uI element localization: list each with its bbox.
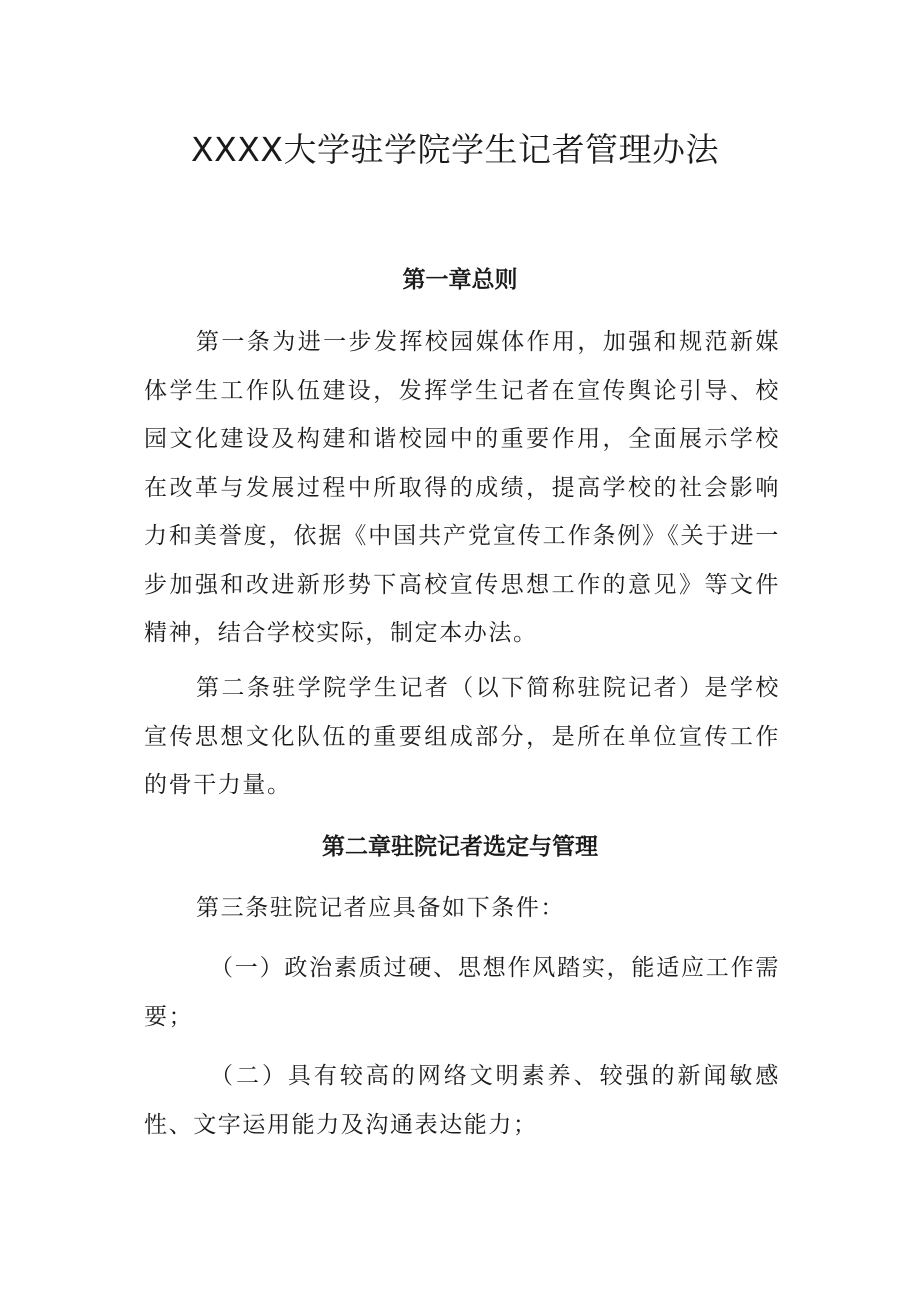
document-title: XXXX大学驻学院学生记者管理办法 (191, 130, 719, 169)
chapter-1-heading: 第一章总则 (402, 267, 518, 293)
article-2-paragraph: 第二条驻学院学生记者（以下简称驻院记者）是学校宣传思想文化队伍的重要组成部分，是所在单位宣传工作的骨干力量。 (144, 675, 780, 798)
article-3-paragraph: 第三条驻院记者应具备如下条件： (196, 895, 565, 921)
condition-item-2: （二）具有较高的网络文明素养、较强的新闻敏感性、文字运用能力及沟通表达能力； (144, 1063, 780, 1138)
chapter-2-heading: 第二章驻院记者选定与管理 (322, 834, 598, 860)
article-1-paragraph: 第一条为进一步发挥校园媒体作用，加强和规范新媒体学生工作队伍建设，发挥学生记者在宣传舆论引导、校园文化建设及构建和谐校园中的重要作用，全面展示学校在改革与发展过程中所取得的成绩，提高学校的社会影响力和美誉度，依据《中国共产党宣传工作条例》《关于进一步加强和改进新形势下高校宣传思想工作的意见》等文件精神，结合学校实际，制定本办法。 (144, 329, 780, 646)
condition-item-1: （一）政治素质过硬、思想作风踏实，能适应工作需要； (144, 955, 780, 1030)
